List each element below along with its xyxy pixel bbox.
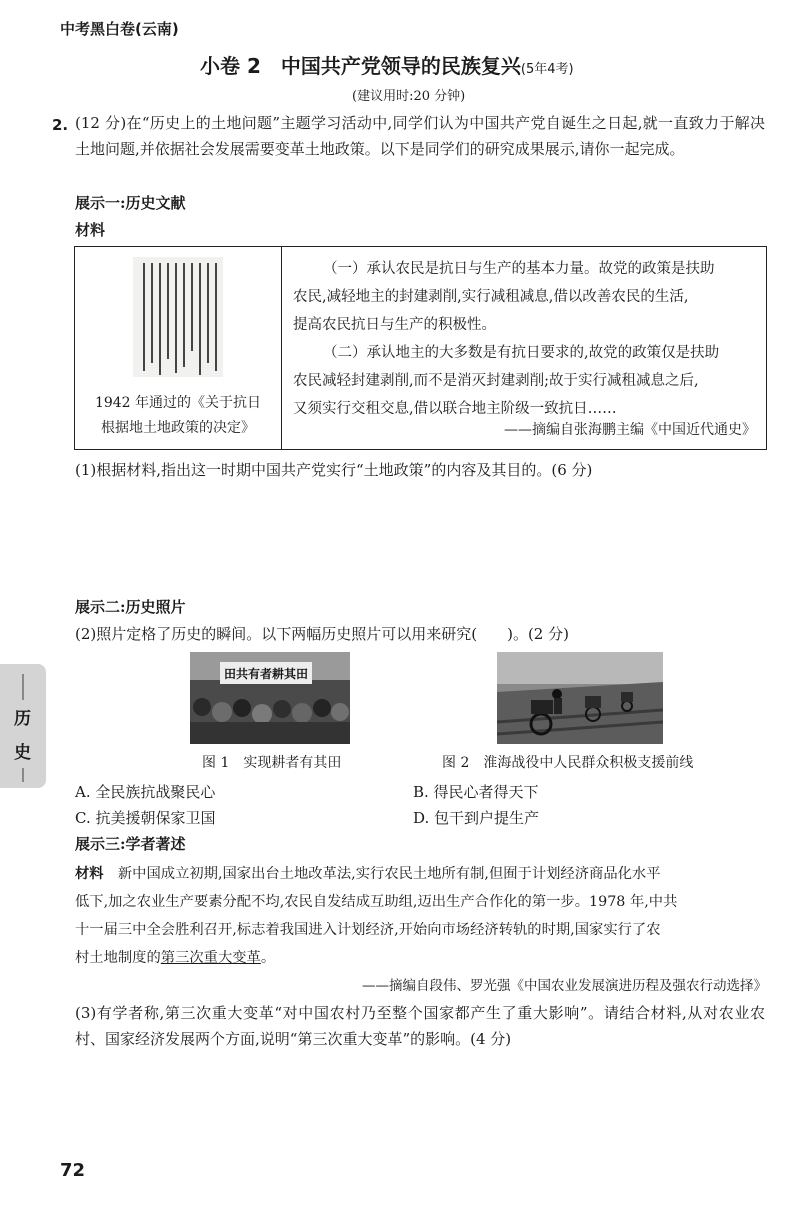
section1-material-label: 材料 (75, 221, 106, 239)
section3-title: 展示三:学者著述 (75, 835, 186, 853)
option-a: A. 全民族抗战聚民心 (75, 783, 216, 801)
time-hint: (建议用时:20 分钟) (352, 89, 466, 104)
question-1: (1)根据材料,指出这一时期中国共产党实行“土地政策”的内容及其目的。(6 分) (75, 461, 593, 479)
section3-material-label: 材料 (75, 866, 104, 882)
underlined-term: 第三次重大变革 (160, 950, 261, 966)
material-line: 十一届三中全会胜利召开,标志着我国进入计划经济,开始向市场经济转轨的时期,国家实行了农 (75, 922, 661, 938)
material-line: （二）承认地主的大多数是有抗日要求的,故党的政策仅是扶助 (323, 345, 720, 361)
banner-text: 田共有者耕其田 (223, 667, 309, 681)
caption-line-1: 1942 年通过的《关于抗日 (94, 395, 262, 411)
document-image (133, 257, 223, 377)
section1-title: 展示一:历史文献 (75, 194, 186, 212)
material-line: （一）承认农民是抗日与生产的基本力量。故党的政策是扶助 (323, 261, 715, 277)
figure-1-photo (190, 652, 350, 744)
section3-source: ——摘编自段伟、罗光强《中国农业发展演进历程及强农行动选择》 (362, 978, 767, 994)
material-line: 提高农民抗日与生产的积极性。 (293, 317, 496, 333)
page-title (200, 50, 574, 79)
book-header: 中考黑白卷(云南) (60, 20, 179, 38)
option-d: D. 包干到户提生产 (413, 809, 540, 827)
page-number: 72 (60, 1160, 86, 1181)
material-line: 农民,减轻地主的封建剥削,实行减租减息,借以改善农民的生活, (293, 289, 689, 305)
material-line: 又须实行交租交息,借以联合地主阶级一致抗日…… (293, 401, 617, 417)
material-line (75, 860, 767, 888)
question-intro: (12 分)在“历史上的土地问题”主题学习活动中,同学们认为中国共产党自诞生之日起,就一直致力于解决土地问题,并依据社会发展需要变革土地政策。以下是同学们的研究成果展示,请你一起完成。 (75, 114, 765, 158)
material-source: ——摘编自张海鹏主编《中国近代通史》 (504, 422, 756, 438)
question-number: 2. (52, 116, 69, 134)
caption-line-2: 根据地土地政策的决定》 (101, 420, 255, 436)
figure-1-caption: 图 1 实现耕者有其田 (202, 755, 342, 771)
material-text: 。 (260, 950, 276, 966)
side-tab-char: 历 (14, 709, 31, 729)
title-main: 小卷 2 中国共产党领导的民族复兴 (200, 54, 521, 78)
material-line (75, 944, 767, 972)
option-b: B. 得民心者得天下 (413, 783, 539, 801)
subject-side-tab (0, 664, 46, 788)
material-text: 新中国成立初期,国家出台土地改革法,实行农民土地所有制,但囿于计划经济商品化水平 (117, 866, 661, 882)
question-2: (2)照片定格了历史的瞬间。以下两幅历史照片可以用来研究( )。(2 分) (75, 625, 569, 643)
option-c: C. 抗美援朝保家卫国 (75, 809, 216, 827)
table-divider (281, 247, 282, 449)
section3-material (75, 860, 767, 1000)
figure-2-photo (497, 652, 663, 744)
material-table (74, 246, 767, 450)
document-caption (81, 391, 275, 441)
figure-2-caption: 图 2 淮海战役中人民群众积极支援前线 (442, 755, 694, 771)
question-3: (3)有学者称,第三次重大变革“对中国农村乃至整个国家都产生了重大影响”。请结合材料,从对农业农村、国家经济发展两个方面,说明“第三次重大变革”的影响。(4 分) (75, 1004, 765, 1048)
material-line: 低下,加之农业生产要素分配不均,农民自发结成互助组,迈出生产合作化的第一步。1978 年,中共 (75, 894, 678, 910)
material-line: 农民减轻封建剥削,而不是消灭封建剥削;故于实行减租减息之后, (293, 373, 699, 389)
title-sub: (5年4考) (520, 62, 574, 77)
material-text: 村土地制度的 (75, 950, 161, 966)
side-tab-char: 史 (14, 743, 31, 763)
section2-title: 展示二:历史照片 (75, 598, 186, 616)
